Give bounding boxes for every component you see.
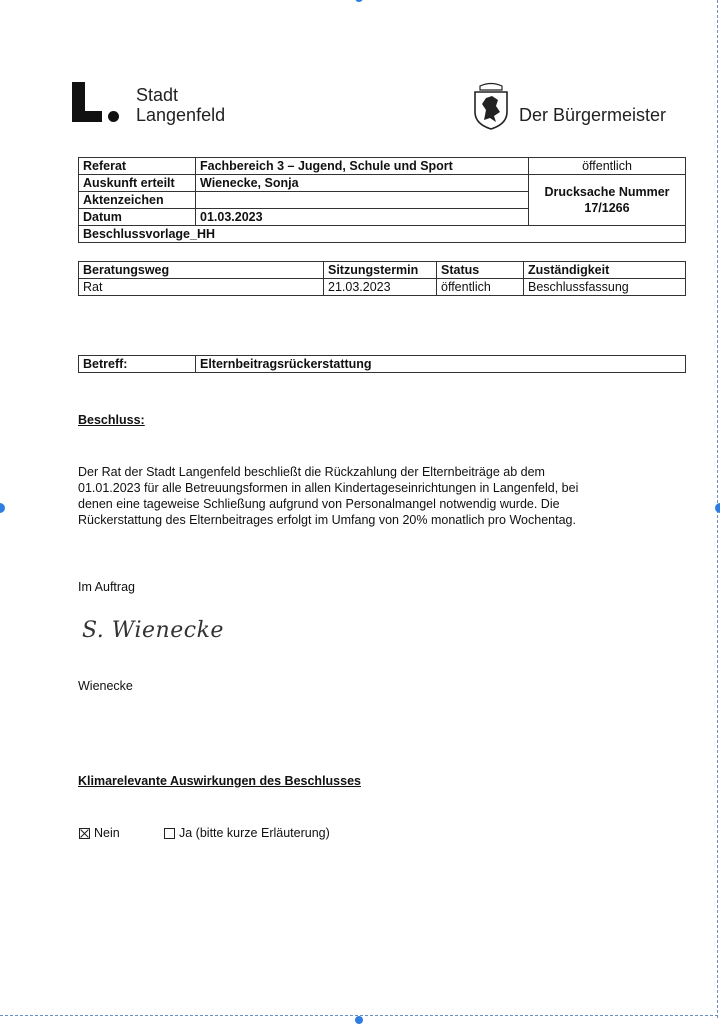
beratung-table <box>78 261 686 296</box>
datum-value: 01.03.2023 <box>196 209 529 226</box>
beschluss-line: Rückerstattung des Elternbeitrages erfolgt im Umfang von 20% monatlich pro Wochentag. <box>78 513 576 527</box>
resize-handle-top[interactable] <box>355 0 363 2</box>
document-info-table <box>78 157 686 243</box>
status-cell: öffentlich <box>437 279 524 296</box>
klima-option-yes[interactable] <box>164 826 330 840</box>
signer-name: Wienecke <box>78 679 133 693</box>
referat-label: Referat <box>79 158 196 175</box>
resize-handle-bottom[interactable] <box>355 1016 363 1024</box>
beschluss-heading: Beschluss: <box>78 413 145 427</box>
beschluss-line: denen eine tageweise Schließung aufgrund von Personalmangel notwendig wurde. Die <box>78 497 560 511</box>
visibility-value: öffentlich <box>529 158 686 175</box>
office-title: Der Bürgermeister <box>519 105 667 125</box>
city-logo-mark-icon <box>72 82 118 124</box>
beschluss-text <box>78 464 638 528</box>
resize-handle-right[interactable] <box>715 503 720 513</box>
referat-value: Fachbereich 3 – Jugend, Schule und Sport <box>196 158 529 175</box>
status-header: Status <box>437 262 524 279</box>
beratung-cell: Rat <box>79 279 324 296</box>
zustaendigkeit-header: Zuständigkeit <box>524 262 686 279</box>
beratung-header: Beratungsweg <box>79 262 324 279</box>
resize-handle-left[interactable] <box>0 503 5 513</box>
klima-heading: Klimarelevante Auswirkungen des Beschlusses <box>78 774 361 788</box>
sitzung-cell: 21.03.2023 <box>324 279 437 296</box>
im-auftrag: Im Auftrag <box>78 580 135 594</box>
coat-of-arms-icon <box>472 82 510 130</box>
doc-type: Beschlussvorlage_HH <box>79 226 686 243</box>
klima-option-no-label: Nein <box>94 826 120 840</box>
klima-option-no[interactable] <box>79 826 120 840</box>
zustaendigkeit-cell: Beschlussfassung <box>524 279 686 296</box>
drucksache-label: Drucksache Nummer <box>544 185 670 199</box>
aktenzeichen-value <box>196 192 529 209</box>
betreff-table <box>78 355 686 373</box>
city-name <box>136 85 225 125</box>
sitzung-header: Sitzungstermin <box>324 262 437 279</box>
auskunft-value: Wienecke, Sonja <box>196 175 529 192</box>
signature: S. Wienecke <box>82 618 224 643</box>
checkbox-empty-icon[interactable] <box>164 828 175 839</box>
betreff-value: Elternbeitragsrückerstattung <box>196 356 686 373</box>
aktenzeichen-label: Aktenzeichen <box>79 192 196 209</box>
table-row <box>79 279 686 296</box>
datum-label: Datum <box>79 209 196 226</box>
beschluss-line: Der Rat der Stadt Langenfeld beschließt die Rückzahlung der Elternbeiträge ab dem <box>78 465 545 479</box>
city-line2: Langenfeld <box>136 105 226 125</box>
drucksache-number: 17/1266 <box>584 201 630 215</box>
klima-option-yes-label: Ja (bitte kurze Erläuterung) <box>179 826 330 840</box>
auskunft-label: Auskunft erteilt <box>79 175 196 192</box>
city-line1: Stadt <box>136 85 179 105</box>
checkbox-checked-icon[interactable] <box>79 828 90 839</box>
betreff-label: Betreff: <box>79 356 196 373</box>
drucksache-cell <box>529 175 686 226</box>
beschluss-line: 01.01.2023 für alle Betreuungsformen in allen Kindertageseinrichtungen in Langenfeld, bei <box>78 481 579 495</box>
